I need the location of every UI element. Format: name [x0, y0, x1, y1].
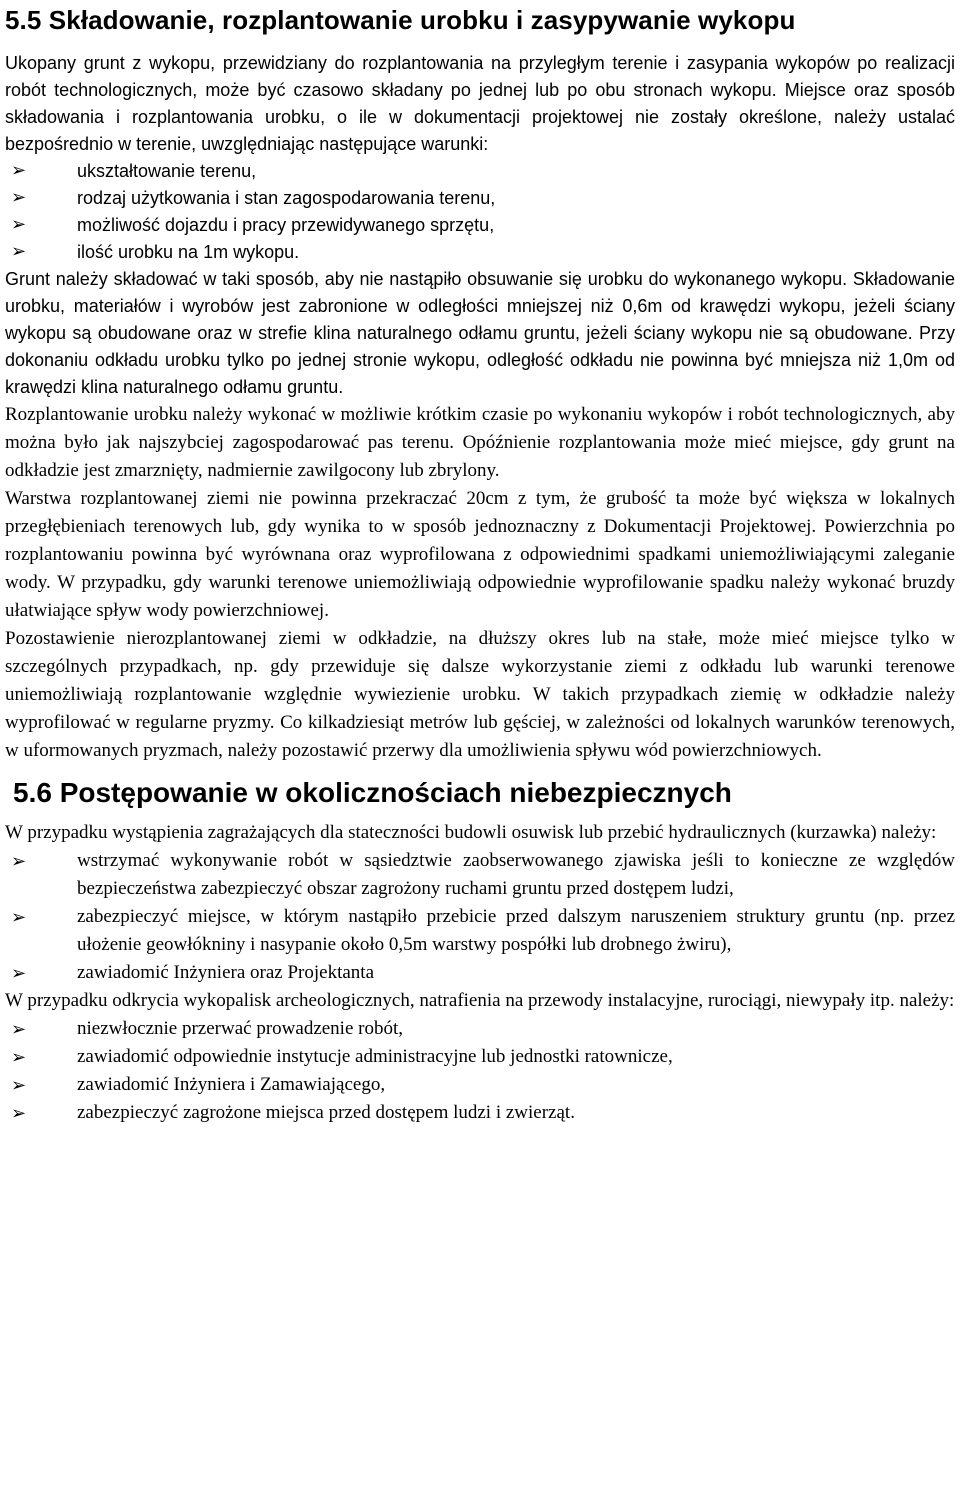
- list-item: ➢ zabezpieczyć zagrożone miejsca przed dostępem ludzi i zwierząt.: [5, 1099, 955, 1127]
- findings-actions-list: [5, 1015, 955, 1127]
- list-item: ➢ zawiadomić odpowiednie instytucje administracyjne lub jednostki ratownicze,: [5, 1043, 955, 1071]
- list-item: ➢ rodzaj użytkowania i stan zagospodarowania terenu,: [5, 185, 955, 212]
- arrowhead-bullet-icon: ➢: [11, 963, 27, 983]
- arrowhead-bullet-icon: ➢: [11, 160, 27, 180]
- list-item: ➢ zawiadomić Inżyniera oraz Projektanta: [5, 959, 955, 987]
- list-item: ➢ niezwłocznie przerwać prowadzenie robót,: [5, 1015, 955, 1043]
- conditions-list: [5, 158, 955, 266]
- arrowhead-bullet-icon: ➢: [11, 1047, 27, 1067]
- arrowhead-bullet-icon: ➢: [11, 1019, 27, 1039]
- landslide-actions-list: [5, 847, 955, 987]
- paragraph-landslide-intro: W przypadku wystąpienia zagrażających dla stateczności budowli osuwisk lub przebić hydraulicznych (kurzawka) należy:: [5, 822, 937, 843]
- list-item: ➢ możliwość dojazdu i pracy przewidywanego sprzętu,: [5, 212, 955, 239]
- paragraph-leftover-soil: Pozostawienie nierozplantowanej ziemi w odkładzie, na dłuższy okres lub na stałe, może mieć miejsce tylko w szczególnych przypadkach, np. gdy przewiduje się dalsze wykorzystanie ziemi z odkładu lub warunki terenowe uniemożliwiają rozplantowanie względnie wywiezienie urobku. W takich przypadkach ziemię w odkładzie należy wyprofilować w regularne pryzmy. Co kilkadziesiąt metrów lub gęściej, w zależności od lokalnych warunków terenowych, w uformowanych pryzmach, należy pozostawić przerwy dla umożliwienia spływu wód powierzchniowych.: [5, 628, 955, 761]
- arrowhead-bullet-icon: ➢: [11, 1103, 27, 1123]
- section-5-6-title: 5.6 Postępowanie w okolicznościach niebezpiecznych: [13, 777, 732, 808]
- paragraph-findings-intro: W przypadku odkrycia wykopalisk archeologicznych, natrafienia na przewody instalacyjne, rurociągi, niewypały itp. należy:: [5, 990, 955, 1011]
- section-5-5-intro: Ukopany grunt z wykopu, przewidziany do rozplantowania na przyległym terenie i zasypania wykopów po realizacji robót technologicznych, może być czasowo składany po jednej lub po obu stronach wykopu. Miejsce oraz sposób składowania i rozplantowania urobku, o ile w dokumentacji projektowej nie zostały określone, należy ustalać bezpośrednio w terenie, uwzględniając następujące warunki:: [5, 53, 955, 154]
- arrowhead-bullet-icon: ➢: [11, 187, 27, 207]
- arrowhead-bullet-icon: ➢: [11, 214, 27, 234]
- list-item: ➢ ukształtowanie terenu,: [5, 158, 955, 185]
- section-5-6-body: [5, 819, 955, 1127]
- list-item: ➢ zawiadomić Inżyniera i Zamawiającego,: [5, 1071, 955, 1099]
- paragraph-layer-thickness: Warstwa rozplantowanej ziemi nie powinna przekraczać 20cm z tym, że grubość ta może być większa w lokalnych przegłębieniach terenowych lub, gdy wynika to w sposób jednoznaczny z Dokumentacji Projektowej. Powierzchnia po rozplantowaniu powinna być wyrównana oraz wyprofilowana z odpowiednimi spadkami uniemożliwiającymi zaleganie wody. W przypadku, gdy warunki terenowe uniemożliwiają odpowiednie wyprofilowanie spadku należy wykonać bruzdy ułatwiające spływ wody powierzchniowej.: [5, 488, 955, 621]
- arrowhead-bullet-icon: ➢: [11, 241, 27, 261]
- arrowhead-bullet-icon: ➢: [11, 851, 27, 871]
- paragraph-storage-rules: Grunt należy składować w taki sposób, aby nie nastąpiło obsuwanie się urobku do wykonanego wykopu. Składowanie urobku, materiałów i wyrobów jest zabronione w odległości mniejszej niż 0,6m od krawędzi wykopu, jeżeli ściany wykopu są obudowane oraz w strefie klina naturalnego odłamu gruntu, jeżeli ściany wykopu nie są obudowane. Przy dokonaniu odkładu urobku tylko po jednej stronie wykopu, odległość odkładu nie powinna być mniejsza niż 1,0m od krawędzi klina naturalnego odłamu gruntu.: [5, 269, 955, 397]
- arrowhead-bullet-icon: ➢: [11, 907, 27, 927]
- paragraph-spreading: Rozplantowanie urobku należy wykonać w możliwie krótkim czasie po wykonaniu wykopów i robót technologicznych, aby można było jak najszybciej zagospodarować pas terenu. Opóźnienie rozplantowania może mieć miejsce, gdy grunt na odkładzie jest zmarznięty, nadmiernie zawilgocony lub zbrylony.: [5, 404, 955, 481]
- section-5-5-title: 5.5 Składowanie, rozplantowanie urobku i zasypywanie wykopu: [5, 5, 796, 35]
- list-item: ➢ zabezpieczyć miejsce, w którym nastąpiło przebicie przed dalszym naruszeniem struktury gruntu (np. przez ułożenie geowłókniny i nasypanie około 0,5m warstwy pospółki lub drobnego żwiru),: [5, 903, 955, 959]
- arrowhead-bullet-icon: ➢: [11, 1075, 27, 1095]
- list-item: ➢ wstrzymać wykonywanie robót w sąsiedztwie zaobserwowanego zjawiska jeśli to konieczne ze względów bezpieczeństwa zabezpieczyć obszar zagrożony ruchami gruntu przed dostępem ludzi,: [5, 847, 955, 903]
- list-item: ➢ ilość urobku na 1m wykopu.: [5, 239, 955, 266]
